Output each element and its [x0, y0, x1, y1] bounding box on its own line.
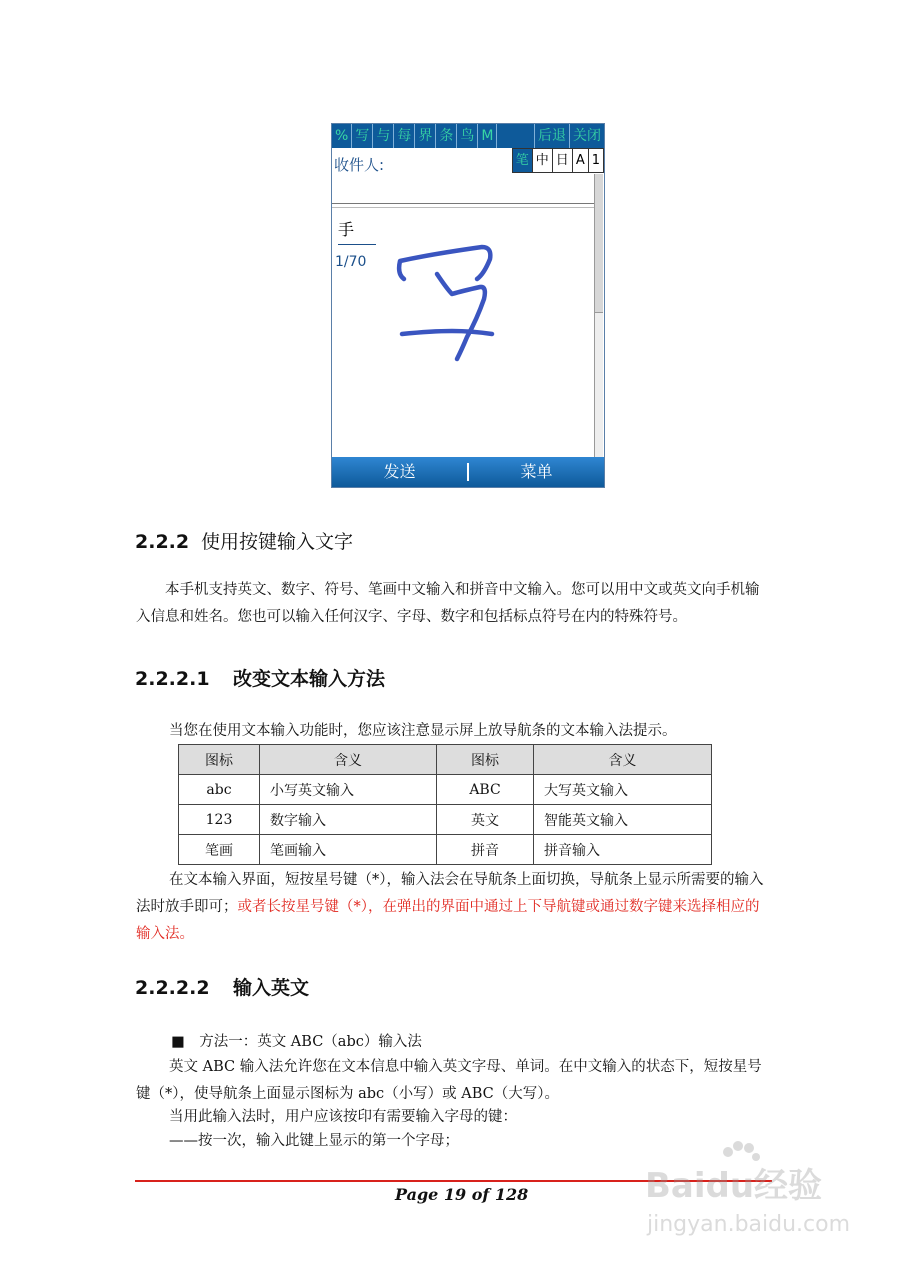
top-symbol[interactable]: 条	[436, 124, 457, 148]
phone-screenshot	[331, 123, 605, 488]
softkey-bar	[332, 457, 604, 487]
table-header: 含义	[534, 745, 712, 775]
table-cell: 智能英文输入	[534, 805, 712, 835]
scrollbar[interactable]	[594, 174, 603, 464]
stroke-1	[399, 247, 490, 279]
divider	[332, 207, 594, 208]
recipient-label: 收件人:	[334, 156, 385, 174]
candidate-char[interactable]: 手	[338, 220, 355, 239]
section-number: 2.2.2	[135, 531, 190, 553]
close-button[interactable]: 关闭	[569, 124, 604, 148]
table-cell: 英文	[437, 805, 534, 835]
table-cell: 笔画	[179, 835, 260, 865]
page-number: Page 19 of 128	[395, 1185, 529, 1204]
subsection-title: 改变文本输入方法	[233, 668, 386, 690]
method-bullet: ■ 方法一：英文 ABC（abc）输入法	[171, 1034, 422, 1050]
method-para: 当用此输入法时，用户应该按印有需要输入字母的键：	[169, 1109, 517, 1125]
top-symbol[interactable]: 与	[373, 124, 394, 148]
section-body: 本手机支持英文、数字、符号、笔画中文输入和拼音中文输入。您可以用中文或英文向手机输入信息和姓名。您也可以输入任何汉字、字母、数字和包括标点符号在内的特殊符号。	[136, 582, 760, 625]
top-symbol[interactable]: 每	[394, 124, 415, 148]
subsection-heading	[135, 664, 385, 691]
table-cell: 大写英文输入	[534, 775, 712, 805]
method-para: ——按一次，输入此键上显示的第一个字母；	[169, 1133, 459, 1149]
stroke-3	[402, 331, 492, 334]
mode-numeric[interactable]: 1	[589, 148, 604, 173]
menu-softkey[interactable]: 菜单	[520, 462, 553, 481]
candidate-underline	[338, 244, 376, 245]
input-mode-bar	[512, 148, 604, 172]
char-counter: 1/70	[335, 254, 367, 270]
table-header: 图标	[179, 745, 260, 775]
top-symbol[interactable]: 界	[415, 124, 436, 148]
subsection-number: 2.2.2.1	[135, 668, 210, 690]
table-cell: abc	[179, 775, 260, 805]
table-row	[179, 835, 712, 865]
table-cell: 123	[179, 805, 260, 835]
mode-alpha[interactable]: A	[573, 148, 589, 173]
table-cell: 拼音	[437, 835, 534, 865]
subsection-intro: 当您在使用文本输入功能时，您应该注意显示屏上放导航条的文本输入法提示。	[169, 723, 677, 739]
switch-normal-text: 在文本输入界面，短按星号键（*），输入法会在导航条上面切换，导航条上显示所需要的输入法时放手即可；	[136, 872, 764, 915]
send-softkey[interactable]: 发送	[383, 462, 416, 481]
watermark-brand: Baidu经验	[645, 1166, 823, 1206]
mode-chinese[interactable]: 中	[533, 148, 553, 173]
switch-red-text: 或者长按星号键（*），在弹出的界面中通过上下导航键或通过数字键来选择相应的输入法。	[136, 899, 760, 942]
top-symbol[interactable]: %	[332, 124, 352, 148]
switch-instructions	[136, 867, 770, 948]
table-cell: 数字输入	[260, 805, 437, 835]
scrollbar-thumb[interactable]	[595, 174, 603, 313]
table-cell: ABC	[437, 775, 534, 805]
top-symbol[interactable]: M	[478, 124, 497, 148]
section-title: 使用按键输入文字	[201, 531, 354, 553]
top-symbol[interactable]: 鸟	[457, 124, 478, 148]
handwriting-strokes	[392, 239, 532, 379]
table-cell: 拼音输入	[534, 835, 712, 865]
table-header: 图标	[437, 745, 534, 775]
subsection-number: 2.2.2.2	[135, 977, 210, 999]
subsection-title: 输入英文	[233, 977, 310, 999]
table-row	[179, 805, 712, 835]
table-cell: 笔画输入	[260, 835, 437, 865]
watermark-site: jingyan.baidu.com	[647, 1212, 851, 1237]
table-header: 含义	[260, 745, 437, 775]
phone-top-bar	[332, 124, 604, 148]
section-heading	[135, 527, 353, 554]
divider	[332, 203, 594, 204]
method-para: 英文 ABC 输入法允许您在文本信息中输入英文字母、单词。在中文输入的状态下，短按星号键（*），使导航条上面显示图标为 abc（小写）或 ABC（大写）。	[136, 1059, 762, 1102]
mode-pen[interactable]: 笔	[512, 148, 533, 173]
table-row	[179, 775, 712, 805]
top-symbol[interactable]: 写	[352, 124, 373, 148]
table-cell: 小写英文输入	[260, 775, 437, 805]
mode-japanese[interactable]: 日	[553, 148, 573, 173]
input-method-table	[178, 744, 712, 865]
baidu-watermark	[645, 1140, 865, 1260]
table-header-row	[179, 745, 712, 775]
back-button[interactable]: 后退	[534, 124, 569, 148]
subsection-heading	[135, 973, 309, 1000]
stroke-2	[437, 274, 485, 359]
